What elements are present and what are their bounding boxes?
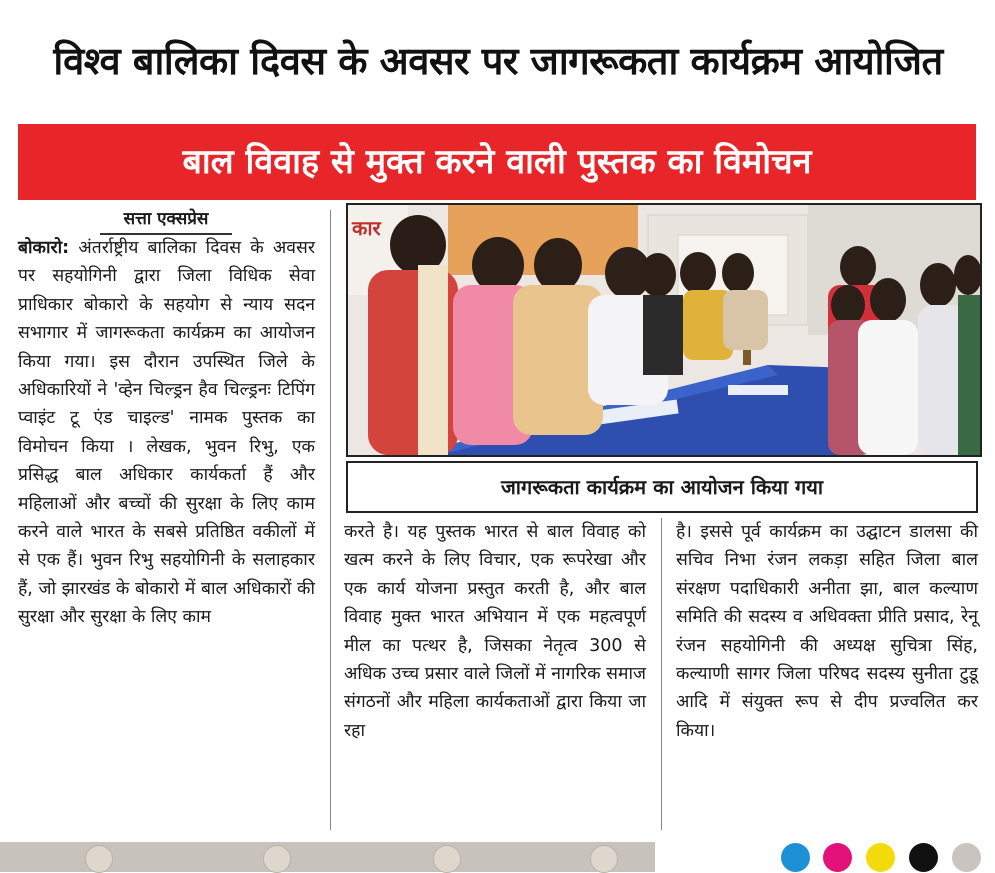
subheadline-banner: बाल विवाह से मुक्त करने वाली पुस्तक का विमोचन [18,124,976,200]
black-swatch [909,843,938,872]
registration-mark [590,845,618,873]
article-column-2 [344,518,646,745]
registration-mark [433,845,461,873]
article-text-2: करते है। यह पुस्तक भारत से बाल विवाह को खत्म करने के लिए विचार, एक रूपरेखा और एक कार्य योजना प्रस्तुत करती है, और बाल विवाह मुक्त भारत अभियान में एक महत्वपूर्ण मील का पत्थर है, जिसका नेतृत्व 300 से अधिक उच्च प्रसार वाले जिलों में नागरिक समाज संगठनों और महिला कार्यकताओं द्वारा किया जा रहा [344,522,646,741]
column-divider [330,210,331,830]
event-photo [346,203,982,457]
photo-caption: जागरूकता कार्यक्रम का आयोजन किया गया [346,461,978,513]
magenta-swatch [823,843,852,872]
gray-swatch [952,843,981,872]
article-column-1 [18,234,315,632]
registration-mark [263,845,291,873]
cyan-swatch [781,843,810,872]
wall-sign-text: कार [352,216,381,240]
byline: सत्ता एक्सप्रेस [100,205,232,235]
yellow-swatch [866,843,895,872]
headline: विश्व बालिका दिवस के अवसर पर जागरूकता कार्यक्रम आयोजित [53,39,943,83]
dateline: बोकारो: [18,238,70,258]
registration-mark [85,845,113,873]
column-divider [661,518,662,830]
article-text-3: है। इससे पूर्व कार्यक्रम का उद्घाटन डालसा की सचिव निभा रंजन लकड़ा सहित जिला बाल संरक्षण पदाधिकारी अनीता झा, बाल कल्याण समिति की सदस्य व अधिवक्ता प्रीति प्रसाद, रेनू रंजन सहयोगिनी की अध्यक्ष सुचित्रा सिंह, कल्याणी सागर जिला परिषद सदस्य सुनीता टुडू आदि में संयुक्त रूप से दीप प्रज्वलित कर किया। [676,522,978,741]
article-column-3 [676,518,978,745]
article-text-1: अंतर्राष्ट्रीय बालिका दिवस के अवसर पर सहयोगिनी द्वारा जिला विधिक सेवा प्राधिकार बोकारो के सहयोग से न्याय सदन सभागार में जागरूकता कार्यक्रम का आयोजन किया गया। इस दौरान उपस्थित जिले के अधिकारियों ने 'व्हेन चिल्ड्रन हैव चिल्ड्रनः टिपिंग प्वाइंट टू एंड चाइल्ड' नामक पुस्तक का विमोचन किया । लेखक, भुवन रिभु, एक प्रसिद्ध बाल अधिकार कार्यकर्ता हैं और महिलाओं और बच्चों की सुरक्षा के लिए काम करने वाले भारत के सबसे प्रतिष्ठित वकीलों में से एक हैं। भुवन रिभु सहयोगिनी के सलाहकार हैं, जो झारखंड के बोकारो में बाल अधिकारों की सुरक्षा और सुरक्षा के लिए काम [18,238,315,628]
